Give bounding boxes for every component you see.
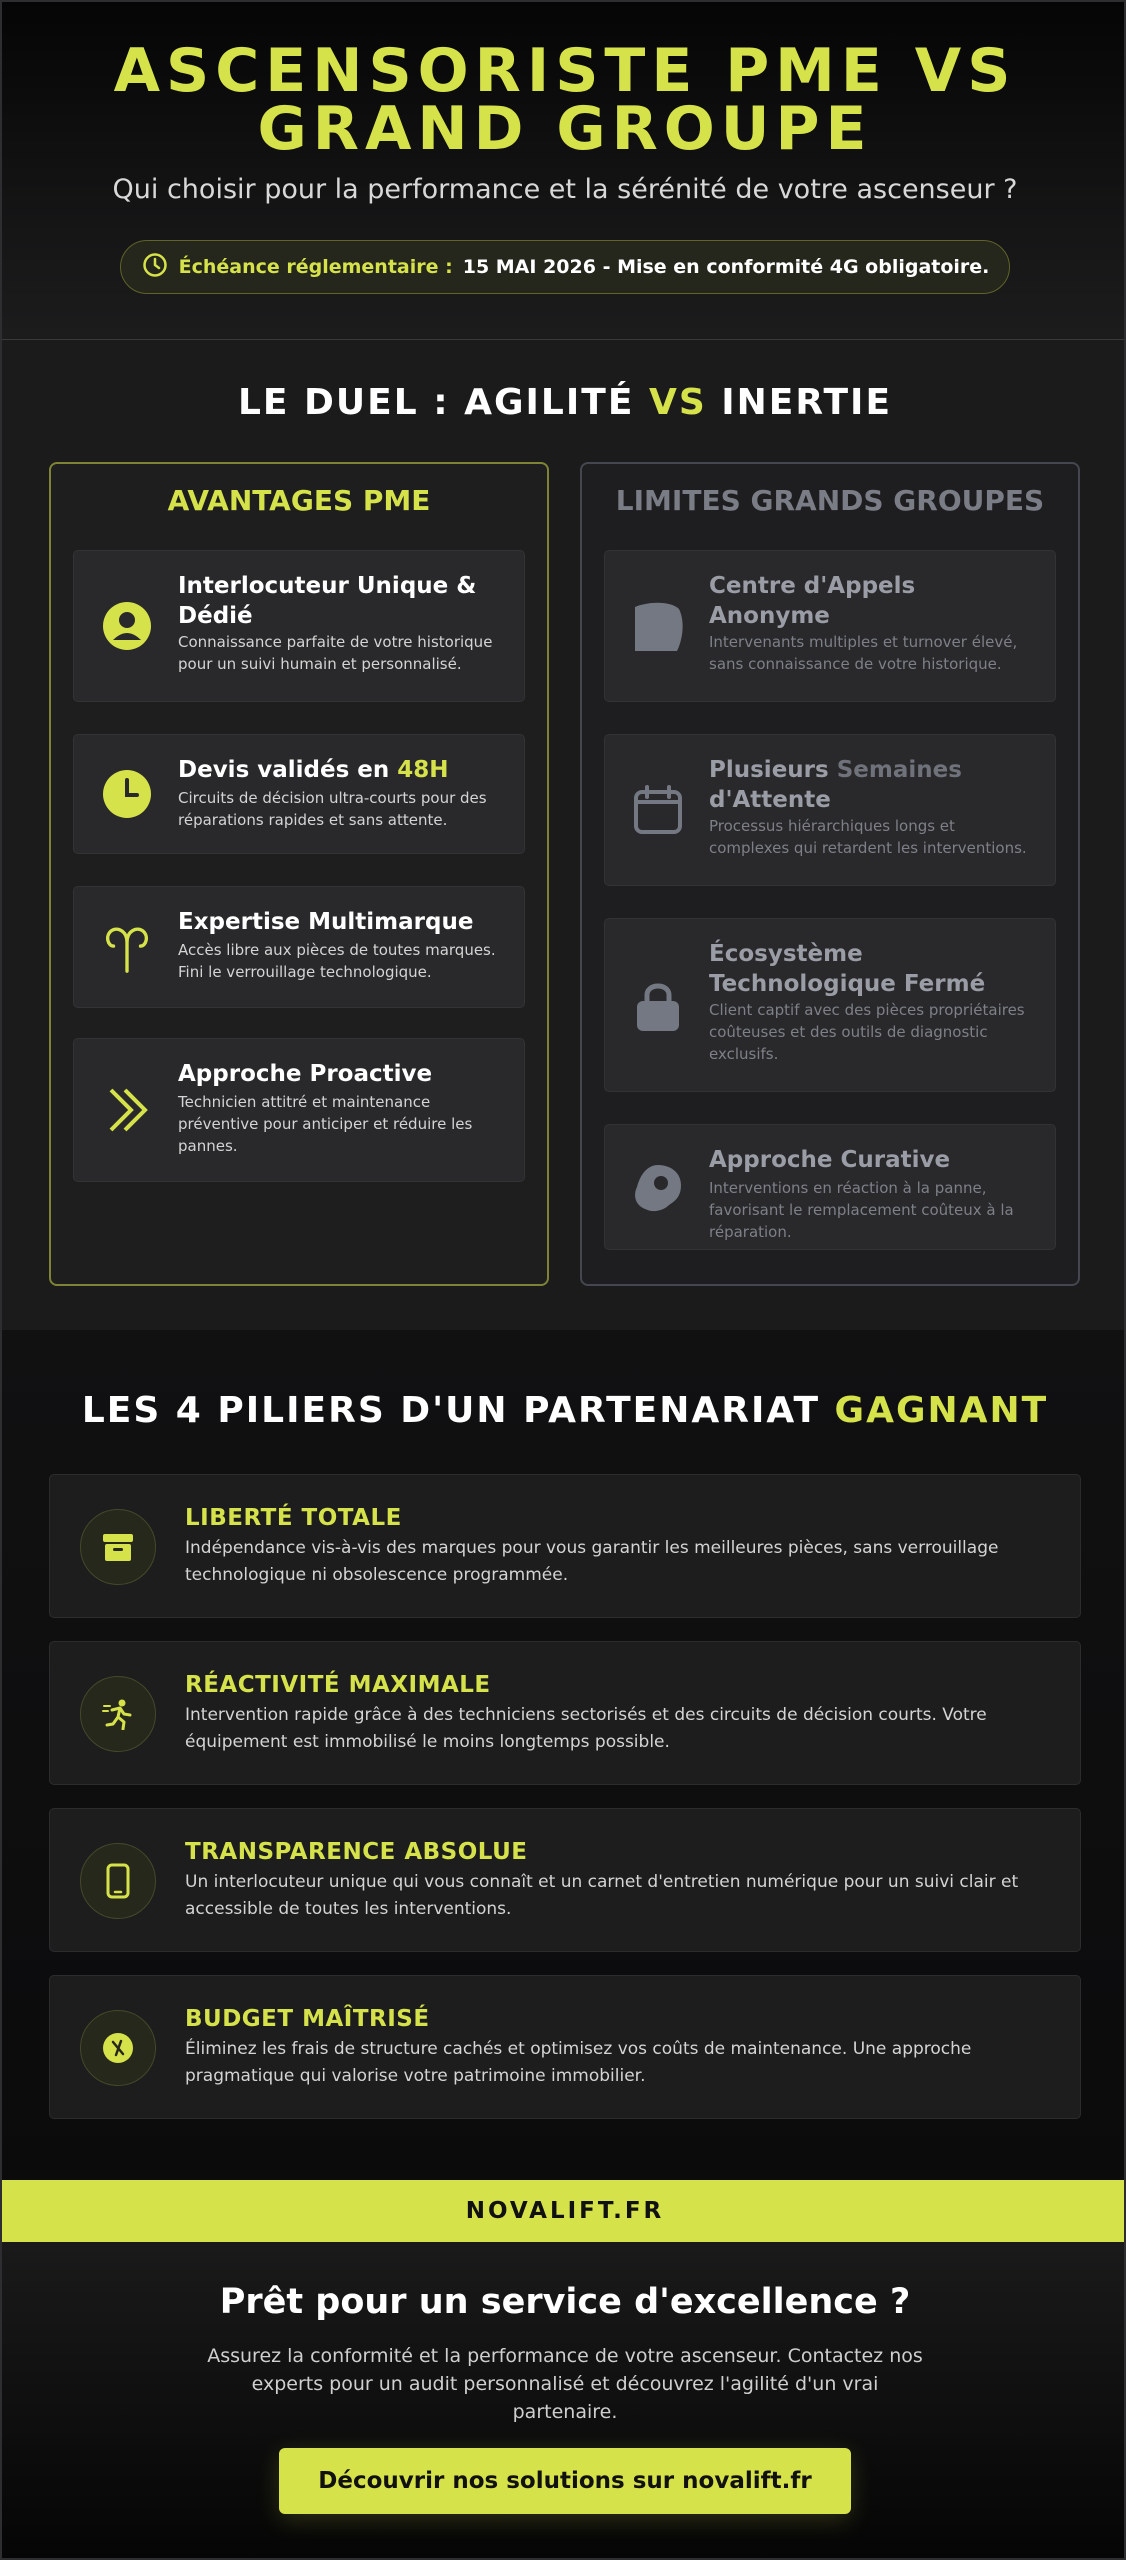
pillar-title: RÉACTIVITÉ MAXIMALE	[185, 1672, 491, 1698]
brand-label: NOVALIFT.FR	[465, 2198, 665, 2224]
duel-section	[2, 340, 1126, 1330]
card-title	[178, 755, 508, 785]
deadline-banner	[120, 240, 1010, 294]
coin-icon	[80, 2010, 156, 2086]
main-title-line2: GRAND GROUPE	[257, 94, 873, 164]
double-chevron-right-icon	[100, 1083, 154, 1137]
groups-card-curative	[604, 1124, 1056, 1250]
cta-section	[2, 2242, 1126, 2560]
pillar-title: BUDGET MAÎTRISÉ	[185, 2006, 430, 2032]
pme-column-heading: AVANTAGES PME	[167, 484, 431, 517]
groups-card-waiting	[604, 734, 1056, 886]
duel-title-accent: VS	[648, 382, 707, 423]
archive-box-icon	[80, 1509, 156, 1585]
aries-icon	[100, 921, 154, 975]
main-title	[2, 36, 1126, 164]
pillars-title-part1: LES 4 PILIERS D'UN PARTENARIAT	[81, 1390, 835, 1431]
discover-solutions-button[interactable]: Découvrir nos solutions sur novalift.fr	[279, 2448, 851, 2514]
lock-icon	[631, 979, 685, 1033]
brand-bar	[2, 2180, 1126, 2242]
card-title: Expertise Multimarque	[178, 909, 474, 935]
card-title-main: Plusieurs	[709, 757, 837, 783]
card-description: Processus hiérarchiques longs et complexes qui retardent les interventions.	[709, 817, 1027, 857]
pme-advantages-column	[49, 462, 549, 1286]
groups-limits-column	[580, 462, 1080, 1286]
pillars-title-accent: GAGNANT	[834, 1390, 1049, 1431]
deadline-value: 15 MAI 2026 - Mise en conformité 4G obligatoire.	[462, 256, 990, 278]
deadline-label: Échéance réglementaire :	[178, 256, 453, 278]
card-description: Accès libre aux pièces de toutes marques. Fini le verrouillage technologique.	[178, 941, 496, 981]
cta-title: Prêt pour un service d'excellence ?	[219, 2282, 911, 2322]
clock-icon	[141, 251, 169, 284]
calendar-icon	[631, 783, 685, 837]
pillar-budget	[49, 1975, 1081, 2119]
pillar-title: LIBERTÉ TOTALE	[185, 1505, 402, 1531]
pillar-transparency	[49, 1808, 1081, 1952]
pillar-description: Éliminez les frais de structure cachés et optimisez vos coûts de maintenance. Une approche pragmatique qui valorise votre patrimoine immobilier.	[185, 2039, 972, 2086]
card-title-accent: 48H	[397, 757, 449, 783]
card-description: Connaissance parfaite de votre historique pour un suivi humain et personnalisé.	[178, 633, 493, 673]
gear-icon	[631, 1161, 685, 1215]
duel-title-part1: LE DUEL : AGILITÉ	[237, 382, 649, 423]
main-title-line1: ASCENSORISTE PME VS	[113, 36, 1017, 106]
header	[2, 2, 1126, 340]
user-circle-icon	[100, 599, 154, 653]
pme-card-proactive	[73, 1038, 525, 1182]
running-person-icon	[80, 1676, 156, 1752]
card-title-end: d'Attente	[709, 787, 831, 813]
card-description: Technicien attitré et maintenance préventive pour anticiper et réduire les pannes.	[178, 1093, 473, 1155]
card-title: Interlocuteur Unique & Dédié	[178, 573, 477, 629]
groups-column-heading: LIMITES GRANDS GROUPES	[615, 484, 1045, 517]
pme-card-quote	[73, 734, 525, 854]
card-title: Centre d'Appels Anonyme	[709, 573, 916, 629]
clock-icon	[100, 767, 154, 821]
pillar-description: Intervention rapide grâce à des techniciens sectorisés et des circuits de décision courts. Votre équipement est immobilisé le moins longtemps possible.	[185, 1705, 987, 1752]
card-title: Approche Proactive	[178, 1061, 433, 1087]
pillar-description: Indépendance vis-à-vis des marques pour vous garantir les meilleures pièces, sans verrouillage technologique ni obsolescence programmée.	[185, 1538, 999, 1585]
blob-icon	[631, 599, 685, 653]
card-title: Écosystème Technologique Fermé	[709, 941, 986, 997]
pillars-section	[2, 1330, 1126, 2180]
pme-card-interlocutor	[73, 550, 525, 702]
duel-title-part2: INERTIE	[706, 382, 893, 423]
duel-title	[2, 382, 1126, 423]
cta-text: Assurez la conformité et la performance de votre ascenseur. Contactez nos experts pour un audit personnalisé et découvrez l'agilité d'un vrai partenaire.	[207, 2345, 923, 2423]
subtitle: Qui choisir pour la performance et la sérénité de votre ascenseur ?	[112, 174, 1018, 205]
groups-card-callcenter	[604, 550, 1056, 702]
card-description: Interventions en réaction à la panne, favorisant le remplacement coûteux à la réparation.	[709, 1179, 1014, 1241]
groups-card-closed-ecosystem	[604, 918, 1056, 1092]
pillar-freedom	[49, 1474, 1081, 1618]
pillar-description: Un interlocuteur unique qui vous connaît et un carnet d'entretien numérique pour un suivi clair et accessible de toutes les interventions.	[185, 1872, 1019, 1919]
card-description: Intervenants multiples et turnover élevé, sans connaissance de votre historique.	[709, 633, 1018, 673]
pillars-title	[2, 1390, 1126, 1431]
card-title-main: Devis validés en	[178, 757, 398, 783]
pillar-reactivity	[49, 1641, 1081, 1785]
card-title	[709, 755, 1039, 815]
card-description: Circuits de décision ultra-courts pour des réparations rapides et sans attente.	[178, 789, 487, 829]
card-description: Client captif avec des pièces propriétaires coûteuses et des outils de diagnostic exclusifs.	[709, 1001, 1025, 1063]
pillar-title: TRANSPARENCE ABSOLUE	[185, 1839, 528, 1865]
pme-card-multibrand	[73, 886, 525, 1008]
card-title: Approche Curative	[709, 1147, 951, 1173]
card-title-dim: Semaines	[836, 757, 962, 783]
smartphone-icon	[80, 1843, 156, 1919]
